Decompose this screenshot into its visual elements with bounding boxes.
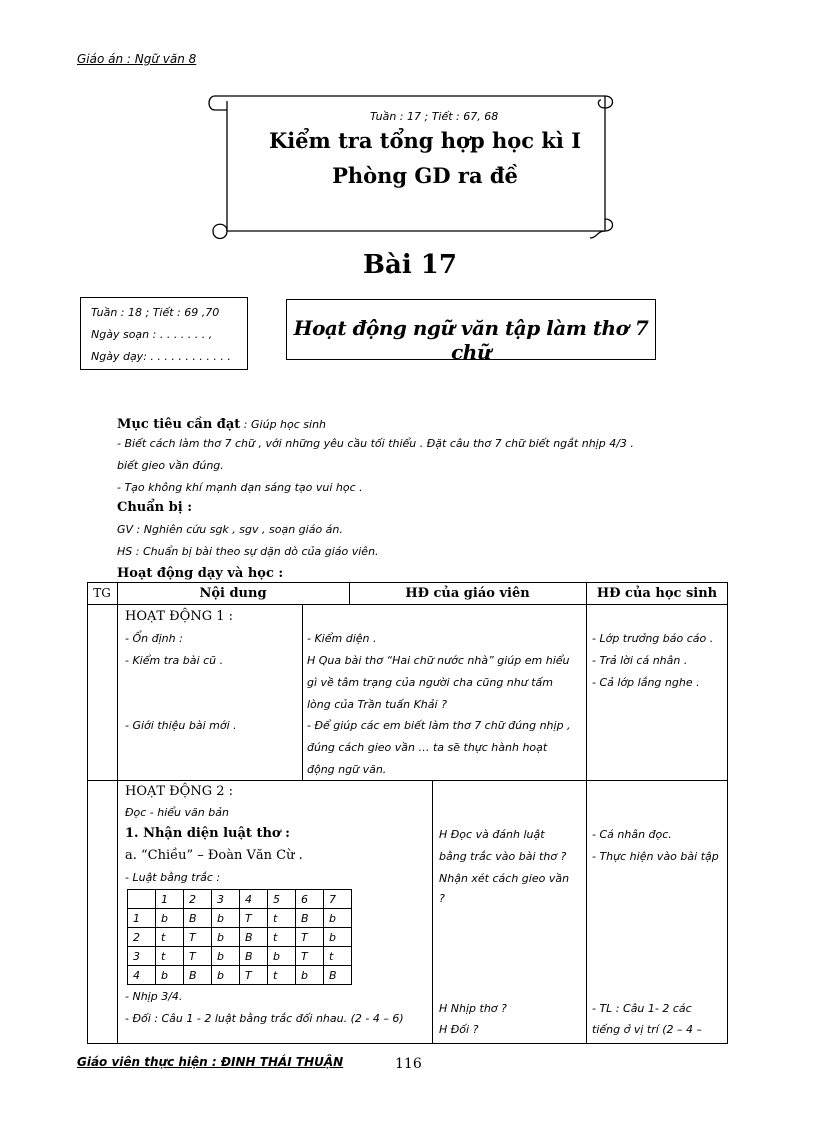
activity2-subtitle: Đọc - hiểu văn bản <box>125 806 229 819</box>
grid-cell: B <box>184 909 212 928</box>
grid-cell: B <box>324 966 352 985</box>
objective-item: - Biết cách làm thơ 7 chữ , với những yêu cầu tối thiểu . Đặt câu thơ 7 chữ biết ngắt nhịp 4/3 . <box>117 437 634 450</box>
grid-cell: 3 <box>128 947 156 966</box>
info-week: Tuần : 18 ; Tiết : 69 ,70 <box>91 306 220 319</box>
info-teach-date: Ngày dạy: . . . . . . . . . . . . <box>91 350 231 363</box>
topic-box <box>286 299 656 364</box>
activity1-teacher-line: H Qua bài thơ “Hai chữ nước nhà” giúp em hiểu <box>307 654 570 667</box>
grid-row <box>128 947 352 966</box>
grid-cell: 5 <box>268 890 296 909</box>
grid-cell: b <box>212 966 240 985</box>
grid-cell: T <box>184 928 212 947</box>
teacher-question-rhythm: H Nhịp thơ ? <box>439 1002 507 1015</box>
grid-cell: t <box>268 928 296 947</box>
footer-teacher: Giáo viên thực hiện : ĐINH THÁI THUẬN <box>77 1055 344 1069</box>
grid-cell: t <box>324 947 352 966</box>
grid-cell: 4 <box>128 966 156 985</box>
banner-subtitle: Phòng GD ra đề <box>332 163 518 188</box>
grid-cell: b <box>212 947 240 966</box>
grid-cell: T <box>240 909 268 928</box>
rule-label: - Luật bằng trắc : <box>125 871 221 884</box>
section1a-heading: a. “Chiều” – Đoàn Văn Cừ . <box>125 848 303 863</box>
activity2-title: HOẠT ĐỘNG 2 : <box>125 784 234 799</box>
grid-cell: b <box>268 947 296 966</box>
activity2-teacher-line: ? <box>439 892 445 905</box>
activity1-teacher-line: gì về tâm trạng của người cha cũng như tấm <box>307 676 553 689</box>
objectives-heading-suffix: : Giúp học sinh <box>240 418 327 431</box>
grid-cell: 4 <box>240 890 268 909</box>
grid-cell: B <box>240 947 268 966</box>
activities-heading: Hoạt động dạy và học : <box>117 566 284 581</box>
grid-cell: B <box>240 928 268 947</box>
grid-cell: T <box>240 966 268 985</box>
objective-item: biết gieo vần đúng. <box>117 459 224 472</box>
grid-cell: t <box>268 909 296 928</box>
rhythm-note: - Nhịp 3/4. <box>125 990 183 1003</box>
lesson-table <box>87 582 728 1044</box>
teacher-question-opposite: H Đối ? <box>439 1023 479 1036</box>
activity2-teacher-line: H Đọc và đánh luật <box>439 828 545 841</box>
objective-item: - Tạo không khí mạnh dạn sáng tạo vui học . <box>117 481 363 494</box>
activity2-student-answer: - TL : Câu 1- 2 các <box>592 1002 692 1015</box>
activity1-content-line: - Giới thiệu bài mới . <box>125 719 237 732</box>
grid-cell: b <box>212 909 240 928</box>
grid-cell: 2 <box>184 890 212 909</box>
objectives-heading-row <box>117 413 326 432</box>
grid-cell: 1 <box>156 890 184 909</box>
activity1-student-line: - Trả lời cá nhân . <box>592 654 688 667</box>
activity2-student-line: - Thực hiện vào bài tập <box>592 850 719 863</box>
activity2-student-line: - Cá nhân đọc. <box>592 828 672 841</box>
grid-cell: T <box>184 947 212 966</box>
grid-cell: b <box>212 928 240 947</box>
grid-cell <box>128 890 156 909</box>
course-label: Giáo án : Ngữ văn 8 <box>77 52 197 66</box>
header-teacher: HĐ của giáo viên <box>405 586 530 601</box>
activity1-teacher-line: - Kiểm diện . <box>307 632 377 645</box>
activity1-teacher-line: lòng của Trần tuấn Khải ? <box>307 698 447 711</box>
topic-title: Hoạt động ngữ văn tập làm thơ 7 chữ <box>293 316 649 364</box>
banner-week: Tuần : 17 ; Tiết : 67, 68 <box>370 110 499 123</box>
activity2-teacher-line: bằng trắc vào bài thơ ? <box>439 850 567 863</box>
activity2-teacher-line: Nhận xét cách gieo vần <box>439 872 570 885</box>
activity1-title: HOẠT ĐỘNG 1 : <box>125 609 234 624</box>
preparation-heading: Chuẩn bị : <box>117 500 193 515</box>
activity1-content-line: - Ổn định : <box>125 632 183 645</box>
grid-cell: 6 <box>296 890 324 909</box>
activity1-content-line: - Kiểm tra bài cũ . <box>125 654 224 667</box>
grid-cell: b <box>324 928 352 947</box>
preparation-item: GV : Nghiên cứu sgk , sgv , soạn giáo án. <box>117 523 343 536</box>
grid-cell: t <box>268 966 296 985</box>
header-content: Nội dung <box>199 586 267 601</box>
grid-cell: B <box>184 966 212 985</box>
activity1-student-line: - Cả lớp lắng nghe . <box>592 676 700 689</box>
activity1-teacher-line: đúng cách gieo vần … ta sẽ thực hành hoạt <box>307 741 548 754</box>
grid-cell: T <box>296 928 324 947</box>
page-number: 116 <box>395 1056 422 1072</box>
grid-cell: b <box>156 966 184 985</box>
banner-title: Kiểm tra tổng hợp học kì I <box>268 128 582 153</box>
grid-cell: b <box>324 909 352 928</box>
lesson-info-box <box>80 297 248 370</box>
grid-cell: B <box>296 909 324 928</box>
objectives-heading: Mục tiêu cần đạt <box>117 417 241 432</box>
opposite-note: - Đối : Câu 1 - 2 luật bằng trắc đối nhau. (2 - 4 – 6) <box>125 1012 404 1025</box>
activity1-teacher-line: - Để giúp các em biết làm thơ 7 chữ đúng nhịp , <box>307 719 571 732</box>
tone-rule-grid <box>127 889 352 985</box>
info-prep-date: Ngày soạn : . . . . . . . , <box>91 328 213 341</box>
header-tg: TG <box>93 586 111 600</box>
grid-row <box>128 966 352 985</box>
grid-row <box>128 909 352 928</box>
lesson-title: Bài 17 <box>363 250 457 280</box>
grid-row <box>128 928 352 947</box>
grid-cell: t <box>156 928 184 947</box>
grid-cell: 3 <box>212 890 240 909</box>
grid-cell: 7 <box>324 890 352 909</box>
grid-cell: b <box>156 909 184 928</box>
grid-row <box>128 890 352 909</box>
preparation-item: HS : Chuẩn bị bài theo sự dặn dò của giáo viên. <box>117 545 379 558</box>
activity2-student-answer: tiếng ở vị trí (2 – 4 – <box>592 1023 703 1036</box>
grid-cell: t <box>156 947 184 966</box>
grid-cell: 1 <box>128 909 156 928</box>
grid-cell: 2 <box>128 928 156 947</box>
activity1-student-line: - Lớp trưởng báo cáo . <box>592 632 714 645</box>
activity1-teacher-line: động ngữ văn. <box>307 763 387 776</box>
grid-cell: T <box>296 947 324 966</box>
grid-cell: b <box>296 966 324 985</box>
section1-heading: 1. Nhận diện luật thơ : <box>125 826 290 841</box>
header-student: HĐ của học sinh <box>596 586 718 601</box>
